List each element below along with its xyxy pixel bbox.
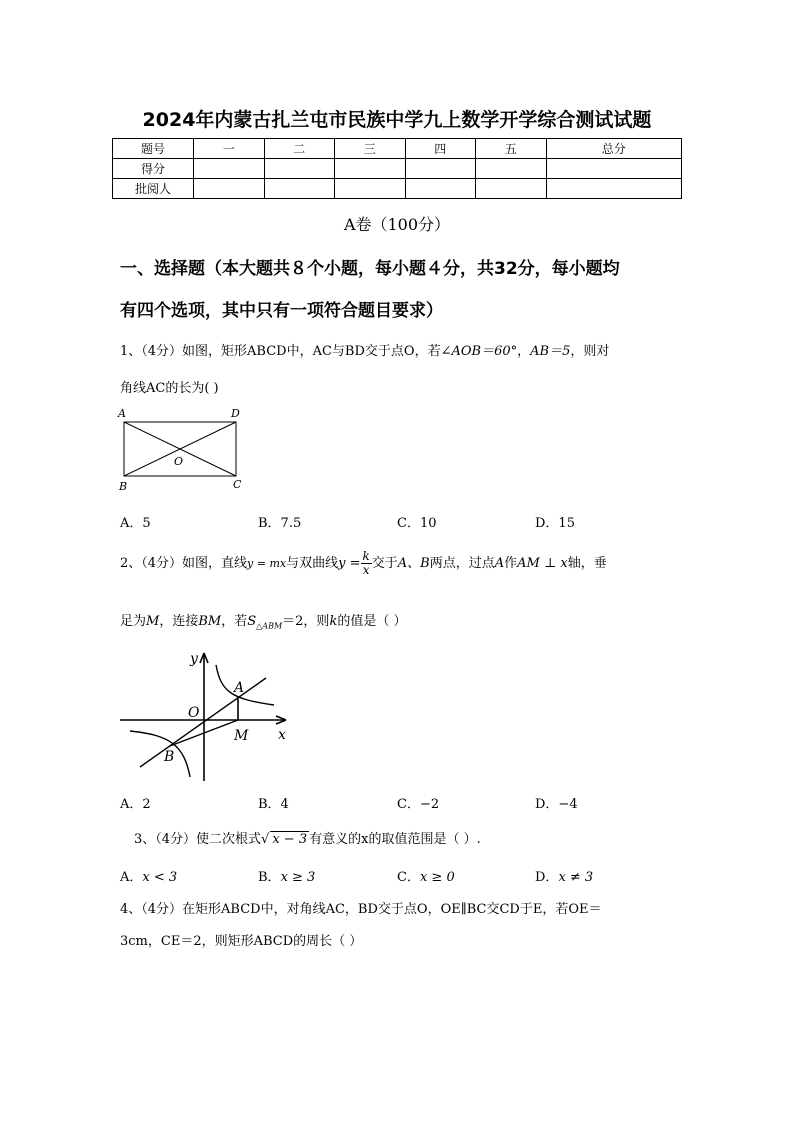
table-cell: 得分 <box>113 159 194 179</box>
table-cell <box>405 179 476 199</box>
q1-option-a: A．5 <box>120 516 151 531</box>
label-a: A <box>234 680 245 696</box>
score-table <box>112 138 682 199</box>
q1-angle: ∠AOB＝60° <box>440 344 518 359</box>
q2-line2-suffix: 的值是（ ） <box>337 614 407 629</box>
q3-option-d-expr: x ≠ 3 <box>558 870 594 885</box>
q3-suffix: 有意义的x的取值范围是（ ）. <box>309 832 481 847</box>
q2-line2-mid: ，连接 <box>159 614 199 629</box>
label-b: B <box>164 749 175 765</box>
sqrt-icon: √ <box>261 832 270 847</box>
q1-option-b: B．7.5 <box>258 516 302 531</box>
label-y: y <box>190 651 198 667</box>
q1-figure <box>114 404 250 496</box>
label-a: A <box>118 407 126 420</box>
label-m: M <box>234 728 249 744</box>
q2-line2-mid3: ，则 <box>303 614 330 629</box>
q2-option-d: D．−4 <box>535 797 578 812</box>
table-row <box>113 179 682 199</box>
table-cell <box>264 159 335 179</box>
q1-option-d: D．15 <box>535 516 575 531</box>
table-cell: 总分 <box>546 139 682 159</box>
q3-option-a-expr: x < 3 <box>142 870 178 885</box>
q3-radicand: x − 3 <box>272 832 308 847</box>
table-cell <box>264 179 335 199</box>
table-cell: 四 <box>405 139 476 159</box>
q2-m: M <box>146 614 160 629</box>
q2-mid1: 与双曲线 <box>286 556 339 571</box>
part1-heading-line1: 一、选择题（本大题共８个小题，每小题４分，共32分，每小题均 <box>120 259 620 279</box>
q1-suffix: ，则对 <box>570 344 610 359</box>
q3-option-a <box>120 866 177 885</box>
q2-line2 <box>120 610 406 631</box>
label-d: D <box>231 407 240 420</box>
q2-mid2: 交于 <box>371 556 398 571</box>
q4-line2: 3cm，CE＝2，则矩形ABCD的周长（ ） <box>120 934 363 949</box>
table-cell <box>194 179 265 199</box>
q2-figure <box>118 645 298 785</box>
q1-ab: AB＝5 <box>530 344 571 359</box>
label-b: B <box>119 480 128 493</box>
q2-bm: BM <box>198 614 222 629</box>
q2-y-eq: y = <box>338 556 361 571</box>
q2-line1 <box>120 550 607 577</box>
q3-option-c-expr: x ≥ 0 <box>419 870 455 885</box>
q2-am: AM ⊥ x <box>517 556 568 571</box>
q2-option-a: A．2 <box>120 797 151 812</box>
q2-s-sub: △ABM <box>256 621 283 631</box>
part1-heading-line2: 有四个选项，其中只有一项符合题目要求） <box>120 301 443 321</box>
section-a-heading: A卷（100分） <box>343 215 451 234</box>
q2-frac-num: k <box>362 549 370 563</box>
q2-line2-mid2: ，若 <box>221 614 248 629</box>
q2-s-val: ＝2 <box>282 614 304 629</box>
q3-prefix: 3、（4分）使二次根式 <box>134 832 262 847</box>
table-cell <box>335 179 406 199</box>
q3-option-d <box>535 866 593 885</box>
label-x: x <box>278 727 286 743</box>
q3-option-d-label: D． <box>535 870 559 885</box>
q2-a: A <box>494 556 505 571</box>
q1-line1 <box>120 340 609 359</box>
table-cell: 三 <box>335 139 406 159</box>
table-row <box>113 159 682 179</box>
q3-line1 <box>134 828 481 847</box>
table-cell <box>335 159 406 179</box>
label-o: O <box>188 705 200 721</box>
q3-option-c-label: C． <box>397 870 420 885</box>
q2-line2-prefix: 足为 <box>120 614 147 629</box>
q2-option-b: B．4 <box>258 797 289 812</box>
line-y-mx <box>140 678 266 767</box>
table-cell: 五 <box>476 139 547 159</box>
table-cell <box>546 159 682 179</box>
q3-option-c <box>397 866 455 885</box>
table-cell <box>476 159 547 179</box>
table-cell: 批阅人 <box>113 179 194 199</box>
table-cell <box>476 179 547 199</box>
table-cell: 题号 <box>113 139 194 159</box>
table-cell <box>405 159 476 179</box>
q3-option-a-label: A． <box>120 870 143 885</box>
q2-prefix: 2、（4分）如图，直线 <box>120 556 248 571</box>
label-c: C <box>233 478 242 491</box>
q2-frac-den: x <box>362 563 370 577</box>
q2-line-eq: y = mx <box>247 557 287 570</box>
q2-option-c: C．−2 <box>397 797 440 812</box>
table-cell <box>194 159 265 179</box>
q2-k: k <box>329 614 338 629</box>
page-title: 2024年内蒙古扎兰屯市民族中学九上数学开学综合测试试题 <box>142 109 652 131</box>
table-cell: 一 <box>194 139 265 159</box>
table-cell <box>546 179 682 199</box>
q2-mid4: 作 <box>504 556 518 571</box>
q2-pts: A、B <box>397 556 430 571</box>
q1-option-c: C．10 <box>397 516 437 531</box>
q2-mid3: 两点，过点 <box>429 556 495 571</box>
table-row <box>113 139 682 159</box>
q4-line1: 4、（4分）在矩形ABCD中，对角线AC，BD交于点O，OE∥BC交CD于E，若OE＝ <box>120 902 602 917</box>
q3-option-b <box>258 866 315 885</box>
q1-sep: ， <box>517 344 531 359</box>
hyperbola-branch-1 <box>216 665 274 705</box>
q1-line2: 角线AC的长为( ) <box>120 381 219 396</box>
q2-fraction <box>361 550 372 577</box>
q2-s: S <box>247 614 257 629</box>
q3-option-b-expr: x ≥ 3 <box>280 870 316 885</box>
q1-prefix: 1、（4分）如图，矩形ABCD中，AC与BD交于点O，若 <box>120 344 441 359</box>
table-cell: 二 <box>264 139 335 159</box>
q2-tail: 轴，垂 <box>567 556 607 571</box>
q3-option-b-label: B． <box>258 870 281 885</box>
label-o: O <box>174 455 184 468</box>
